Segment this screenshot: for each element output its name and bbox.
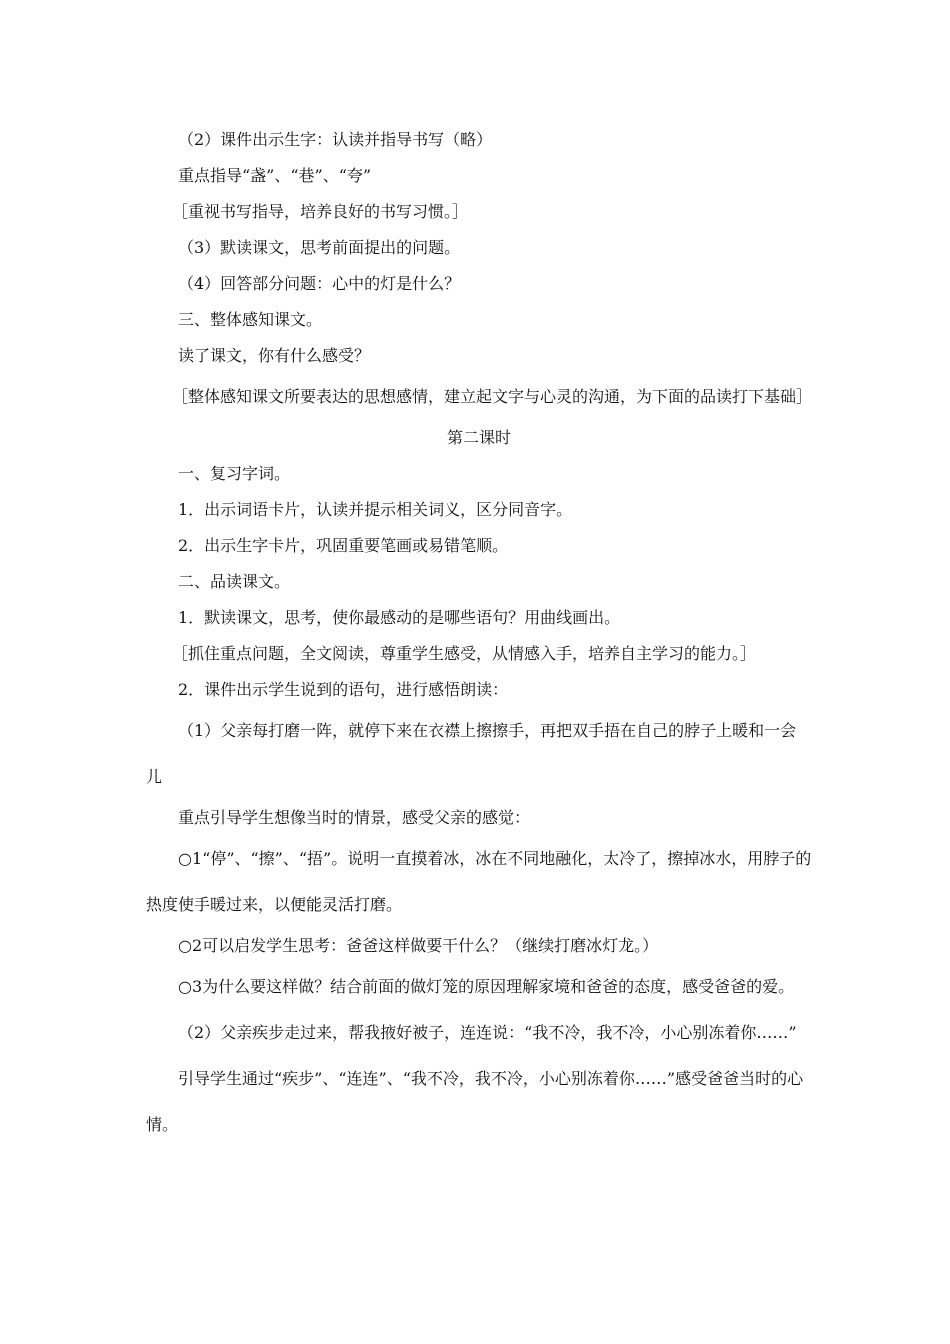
paragraph-16: 2．课件出示学生说到的语句，进行感悟朗读： <box>178 680 509 699</box>
paragraph-2: 重点指导“盏”、“巷”、“夸” <box>178 166 372 185</box>
paragraph-19: ○1“停”、“擦”、“捂”。说明一直摸着冰，冰在不同地融化，太冷了，擦掉冰水，用脖子的热度使手暖过来，以便能灵活打磨。 <box>146 849 812 914</box>
paragraph-7: 读了课文，你有什么感受？ <box>178 346 371 365</box>
lesson-heading: 第二课时 <box>446 428 511 447</box>
paragraph-3: ［重视书写指导，培养良好的书写习惯。］ <box>172 202 469 221</box>
paragraph-21: ○3为什么要这样做？结合前面的做灯笼的原因理解家境和爸爸的态度，感受爸爸的爱。 <box>178 977 795 996</box>
paragraph-14: 1．默读课文，思考，使你最感动的是哪些语句？用曲线画出。 <box>178 608 621 627</box>
paragraph-15: ［抓住重点问题，全文阅读，尊重学生感受，从情感入手，培养自主学习的能力。］ <box>172 644 757 663</box>
paragraph-13: 二、品读课文。 <box>178 572 291 591</box>
paragraph-1: （2）课件出示生字：认读并指导书写（略） <box>178 130 493 149</box>
paragraph-22: （2）父亲疾步走过来，帮我掖好被子，连连说：“我不冷，我不冷，小心别冻着你……” <box>178 1023 797 1042</box>
paragraph-23: 引导学生通过“疾步”、“连连”、“我不冷，我不冷，小心别冻着你……”感受爸爸当时的心情。 <box>146 1069 804 1134</box>
paragraph-4: （3）默读课文，思考前面提出的问题。 <box>178 238 461 257</box>
document-body <box>146 122 812 1148</box>
paragraph-5: （4）回答部分问题：心中的灯是什么？ <box>178 274 461 293</box>
paragraph-18: 重点引导学生想像当时的情景，感受父亲的感觉： <box>178 808 531 827</box>
paragraph-17: （1）父亲每打磨一阵，就停下来在衣襟上擦擦手，再把双手捂在自己的脖子上暖和一会儿 <box>146 721 797 786</box>
paragraph-12: 2．出示生字卡片，巩固重要笔画或易错笔顺。 <box>178 536 509 555</box>
paragraph-8: ［整体感知课文所要表达的思想感情，建立起文字与心灵的沟通，为下面的品读打下基础］ <box>172 387 813 406</box>
paragraph-10: 一、复习字词。 <box>178 464 291 483</box>
paragraph-20: ○2可以启发学生思考：爸爸这样做要干什么？（继续打磨冰灯龙。） <box>178 936 659 955</box>
paragraph-11: 1．出示词语卡片，认读并提示相关词义，区分同音字。 <box>178 500 573 519</box>
paragraph-6: 三、整体感知课文。 <box>178 310 323 329</box>
